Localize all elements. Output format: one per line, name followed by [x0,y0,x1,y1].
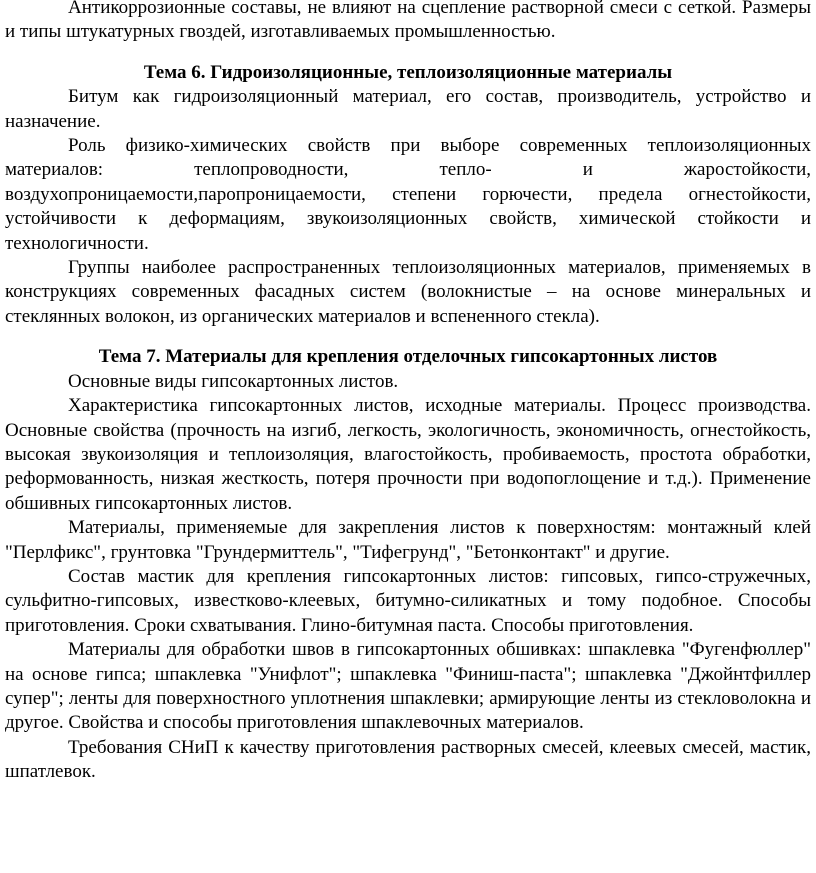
topic-7-paragraph-4: Состав мастик для крепления гипсокартонных листов: гипсовых, гипсо-стружечных, сульфитно-гипсовых, известково-клеевых, битумно-силикатных и тому подобное. Способы приготовления. Сроки схватывания. Глино-битумная паста. Способы приготовления. [5,565,811,636]
section-gap [5,45,811,61]
topic-7-paragraph-1: Основные виды гипсокартонных листов. [68,370,399,392]
topic-7-paragraph-5: Материалы для обработки швов в гипсокартонных обшивках: шпаклевка "Фугенфюллер" на основе гипса; шпаклевка "Унифлот"; шпаклевка "Финиш-паста"; шпаклевка "Джойнтфиллер супер"; ленты для поверхностного уплотнения шпаклевки; армирующие ленты из стекловолокна и другое. Свойства и способы приготовления шпаклевочных материалов. [5,639,811,734]
topic-6-paragraph-3: Группы наиболее распространенных теплоизоляционных материалов, применяемых в конструкциях современных фасадных систем (волокнистые – на основе минеральных и стеклянных волокон, из органических материалов и вспененного стекла). [5,257,811,327]
topic-6-paragraph-1: Битум как гидроизоляционный материал, его состав, производитель, устройство и назначение. [5,86,811,132]
topic-7-paragraph-3: Материалы, применяемые для закрепления листов к поверхностям: монтажный клей "Перлфикс", грунтовка "Грундермиттель", "Тифегрунд", "Бетонконтакт" и другие. [5,517,811,563]
section-gap [5,329,811,345]
topic-7-title: Тема 7. Материалы для крепления отделочных гипсокартонных листов [98,346,718,368]
topic-6-title: Тема 6. Гидроизоляционные, теплоизоляционные материалы [143,61,673,83]
intro-paragraph: Антикоррозионные составы, не влияют на сцепление растворной смеси с сеткой. Размеры и типы штукатурных гвоздей, изготавливаемых промышленностью. [5,0,811,43]
topic-6-paragraph-2: Роль физико-химических свойств при выборе современных теплоизоляционных материалов: теплопроводности, тепло- и жаростойкости, воздухопроницаемости,паропроницаемости, степени горючести, предела огнестойкости, устойчивости к деформациям, звукоизоляционных свойств, химической стойкости и технологичности. [5,135,811,254]
topic-7-paragraph-2: Характеристика гипсокартонных листов, исходные материалы. Процесс производства. Основные свойства (прочность на изгиб, легкость, экологичность, экономичность, огнестойкость, высокая звукоизоляция и теплоизоляция, влагостойкость, пробиваемость, простота обработки, реформованность, низкая жесткость, потеря прочности при водопоглощение и т.д.). Применение обшивных гипсокартонных листов. [5,395,811,514]
topic-7-paragraph-6: Требования СНиП к качеству приготовления растворных смесей, клеевых смесей, мастик, шпатлевок. [5,736,811,783]
